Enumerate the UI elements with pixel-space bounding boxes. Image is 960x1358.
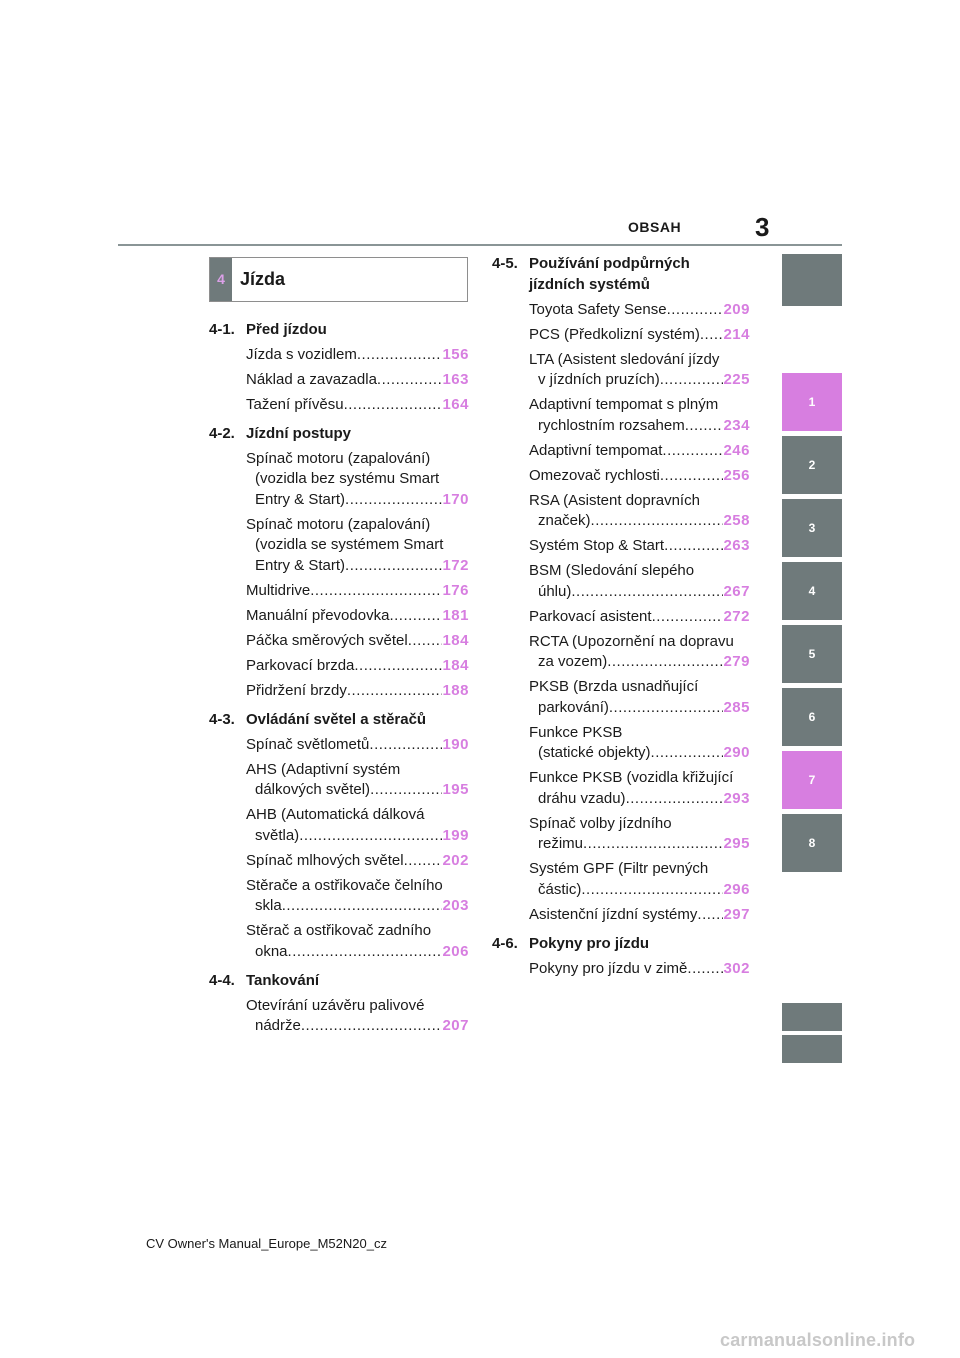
- section-heading: [209, 970, 319, 991]
- toc-entry-line: okna: [255, 942, 288, 960]
- page-link[interactable]: 172: [442, 556, 469, 574]
- toc-entry-line: Systém Stop & Start: [529, 537, 665, 554]
- toc-entry[interactable]: [529, 300, 750, 321]
- toc-entry[interactable]: [246, 876, 469, 917]
- toc-entry-line: Spínač mlhových světel: [246, 851, 404, 869]
- toc-entry-line: Spínač motoru (zapalování): [246, 449, 431, 467]
- dot-leader: [345, 490, 442, 511]
- toc-entry-line: Funkce PKSB: [529, 723, 623, 741]
- toc-entry-line: PKSB (Brzda usnadňující: [529, 678, 699, 695]
- page-link[interactable]: 188: [442, 681, 469, 699]
- toc-entry[interactable]: [246, 395, 469, 416]
- chapter-tab-blank[interactable]: [782, 254, 842, 306]
- dot-leader: [389, 606, 442, 627]
- toc-entry-row: [529, 743, 750, 764]
- section-title-line: jízdních systémů: [529, 276, 650, 293]
- page-link[interactable]: 258: [723, 512, 750, 529]
- page-link[interactable]: 209: [723, 300, 750, 318]
- chapter-tab-6[interactable]: 6: [782, 688, 842, 746]
- toc-entry[interactable]: [246, 851, 469, 872]
- toc-entry-line: režimu: [538, 835, 584, 852]
- toc-entry[interactable]: [529, 859, 750, 900]
- toc-entry-row: [529, 325, 750, 346]
- toc-entry-row: [246, 826, 469, 847]
- toc-entry[interactable]: [246, 921, 469, 962]
- toc-entry[interactable]: [529, 491, 750, 532]
- page-link[interactable]: 203: [442, 897, 469, 914]
- toc-entry-line: Manuální převodovka: [246, 606, 390, 624]
- chapter-tab-3[interactable]: 3: [782, 499, 842, 557]
- toc-entry-line: skla: [255, 897, 282, 914]
- chapter-tab-blank[interactable]: [782, 1035, 842, 1063]
- toc-entry[interactable]: [529, 466, 750, 487]
- toc-entry-line: Stěrač a ostřikovač zadního: [246, 922, 432, 939]
- toc-entry-line: (vozidla bez systému Smart: [255, 470, 440, 487]
- toc-entry[interactable]: [246, 656, 469, 677]
- toc-entry-row: [529, 441, 750, 462]
- toc-entry-row: [529, 300, 750, 321]
- toc-entry-line: rychlostním rozsahem: [538, 416, 685, 434]
- page-link[interactable]: 285: [723, 698, 750, 716]
- toc-entry-row: [246, 631, 469, 652]
- dot-leader: [652, 607, 724, 628]
- toc-entry-line: AHB (Automatická dálková: [246, 806, 425, 823]
- chapter-tab-5[interactable]: 5: [782, 625, 842, 683]
- toc-entry[interactable]: [529, 607, 750, 628]
- dot-leader: [404, 851, 443, 872]
- section-title-line: Ovládání světel a stěračů: [246, 711, 427, 728]
- chapter-tab-7[interactable]: 7: [782, 751, 842, 809]
- toc-entry-row: [529, 511, 750, 532]
- toc-entry-row: [246, 681, 469, 702]
- page-link[interactable]: 195: [442, 781, 469, 798]
- toc-entry-line: Multidrive: [246, 581, 311, 599]
- toc-entry-row: [529, 582, 750, 603]
- dot-leader: [685, 416, 724, 437]
- toc-entry-row: [246, 851, 469, 872]
- toc-entry-line: RCTA (Upozornění na dopravu: [529, 632, 734, 650]
- toc-entry-line: Přidržení brzdy: [246, 681, 347, 699]
- dot-leader: [667, 300, 724, 321]
- page-link[interactable]: 190: [442, 735, 469, 753]
- toc-entry[interactable]: [246, 996, 469, 1037]
- section-title: [529, 253, 690, 295]
- toc-entry-row: [529, 698, 750, 719]
- toc-entry-row: [246, 1016, 469, 1037]
- toc-entry-line: světla): [255, 826, 300, 844]
- toc-entry-row: [246, 395, 469, 416]
- toc-entry[interactable]: [246, 515, 469, 577]
- chapter-heading: [209, 257, 468, 302]
- chapter-number: 4: [210, 258, 232, 301]
- section-heading: [492, 253, 690, 295]
- toc-entry-row: [246, 490, 469, 511]
- toc-entry-line: Entry & Start): [255, 490, 346, 508]
- toc-entry-line: značek): [538, 512, 591, 529]
- dot-leader: [607, 652, 723, 673]
- dot-leader: [687, 959, 723, 980]
- page-link[interactable]: 246: [723, 441, 750, 459]
- toc-entry-line: Adaptivní tempomat s plným: [529, 396, 719, 413]
- toc-entry[interactable]: [246, 370, 469, 391]
- toc-entry-line: parkování): [538, 698, 609, 716]
- toc-entry-line: Systém GPF (Filtr pevných: [529, 860, 709, 877]
- toc-entry-row: [246, 780, 469, 801]
- toc-entry-row: [529, 959, 750, 980]
- dot-leader: [345, 556, 442, 577]
- dot-leader: [662, 441, 723, 462]
- dot-leader: [660, 466, 724, 487]
- section-title-line: Jízdní postupy: [246, 425, 351, 442]
- dot-leader: [626, 789, 724, 810]
- toc-entry-line: Spínač volby jízdního: [529, 814, 672, 832]
- chapter-tab-4[interactable]: 4: [782, 562, 842, 620]
- page-link[interactable]: 272: [723, 607, 750, 625]
- toc-entry[interactable]: [246, 760, 469, 801]
- dot-leader: [700, 325, 724, 346]
- toc-entry[interactable]: [529, 814, 750, 855]
- page-link[interactable]: 156: [442, 345, 469, 363]
- toc-entry-line: Spínač světlometů: [246, 735, 370, 753]
- section-heading: [209, 423, 351, 444]
- section-title: [246, 709, 426, 730]
- toc-entry-line: Parkovací asistent: [529, 607, 652, 625]
- toc-entry[interactable]: [246, 631, 469, 652]
- section-number: 4-2.: [209, 425, 235, 442]
- toc-entry-line: Spínač motoru (zapalování): [246, 515, 431, 533]
- section-heading: [492, 933, 649, 954]
- toc-entry-line: za vozem): [538, 653, 608, 670]
- footer-text: CV Owner's Manual_Europe_M52N20_cz: [146, 1236, 387, 1251]
- toc-entry-row: [529, 416, 750, 437]
- toc-entry-line: LTA (Asistent sledování jízdy: [529, 350, 720, 368]
- toc-entry-line: Omezovač rychlosti: [529, 466, 660, 484]
- dot-leader: [581, 880, 723, 901]
- toc-entry-row: [529, 880, 750, 901]
- toc-entry-line: úhlu): [538, 582, 572, 600]
- toc-entry[interactable]: [529, 768, 750, 809]
- toc-entry-line: Funkce PKSB (vozidla křižující: [529, 769, 734, 786]
- page-link[interactable]: 214: [723, 325, 750, 343]
- toc-entry[interactable]: [246, 581, 469, 602]
- page-link[interactable]: 296: [723, 880, 750, 898]
- dot-leader: [344, 395, 443, 416]
- toc-entry-line: Parkovací brzda: [246, 656, 355, 674]
- page-link[interactable]: 297: [723, 905, 750, 923]
- dot-leader: [664, 536, 723, 557]
- section-title: [246, 970, 319, 991]
- toc-entry-line: Tažení přívěsu: [246, 395, 344, 413]
- toc-entry-line: nádrže: [255, 1017, 301, 1034]
- toc-entry-line: Toyota Safety Sense: [529, 300, 667, 318]
- page-link[interactable]: 302: [723, 959, 750, 977]
- toc-entry-line: PCS (Předkolizní systém): [529, 325, 700, 343]
- dot-leader: [282, 896, 443, 917]
- toc-entry-row: [529, 466, 750, 487]
- dot-leader: [301, 1016, 443, 1037]
- toc-entry[interactable]: [529, 905, 750, 926]
- dot-leader: [660, 370, 724, 391]
- toc-entry-line: Stěrače a ostřikovače čelního: [246, 876, 443, 894]
- header-rule: [118, 244, 842, 246]
- toc-entry-line: Asistenční jízdní systémy: [529, 905, 698, 923]
- page-link[interactable]: 267: [723, 582, 750, 600]
- toc-entry-row: [246, 345, 469, 366]
- section-title: [246, 319, 327, 340]
- toc-entry[interactable]: [246, 735, 469, 756]
- toc-entry-line: Entry & Start): [255, 556, 346, 574]
- dot-leader: [583, 834, 723, 855]
- dot-leader: [651, 743, 724, 764]
- toc-entry[interactable]: [529, 959, 750, 980]
- page-link[interactable]: 295: [723, 835, 750, 852]
- toc-entry-row: [529, 905, 750, 926]
- section-title-line: Před jízdou: [246, 321, 327, 338]
- toc-entry-row: [529, 536, 750, 557]
- toc-entry[interactable]: [246, 805, 469, 846]
- toc-entry-line: RSA (Asistent dopravních: [529, 491, 700, 509]
- section-title: [246, 423, 351, 444]
- dot-leader: [310, 581, 442, 602]
- toc-entry-row: [246, 556, 469, 577]
- toc-entry-line: Adaptivní tempomat: [529, 441, 663, 459]
- toc-entry-row: [246, 606, 469, 627]
- section-heading: [209, 319, 327, 340]
- chapter-tab-1[interactable]: 1: [782, 373, 842, 431]
- toc-entry-line: (vozidla se systémem Smart: [255, 536, 444, 553]
- toc-entry-line: AHS (Adaptivní systém: [246, 760, 401, 778]
- page-link[interactable]: 176: [442, 581, 469, 599]
- dot-leader: [369, 735, 442, 756]
- dot-leader: [571, 582, 723, 603]
- toc-entry[interactable]: [529, 723, 750, 764]
- section-heading: [209, 709, 426, 730]
- page-link[interactable]: 199: [442, 826, 469, 844]
- toc-entry[interactable]: [529, 441, 750, 462]
- page-link[interactable]: 290: [723, 744, 750, 761]
- page-link[interactable]: 164: [442, 395, 469, 413]
- page-link[interactable]: 279: [723, 653, 750, 670]
- toc-entry-line: dráhu vzadu): [538, 789, 626, 807]
- page-link[interactable]: 163: [442, 370, 469, 388]
- page-link[interactable]: 263: [723, 537, 750, 554]
- toc-entry-row: [246, 735, 469, 756]
- toc-entry[interactable]: [529, 561, 750, 602]
- toc-entry-row: [246, 896, 469, 917]
- section-title-line: Pokyny pro jízdu: [529, 935, 650, 952]
- section-title-line: Používání podpůrných: [529, 255, 690, 272]
- page-link[interactable]: 207: [442, 1017, 469, 1034]
- page-link[interactable]: 181: [442, 606, 469, 624]
- toc-entry[interactable]: [246, 345, 469, 366]
- toc-entry-row: [529, 834, 750, 855]
- toc-entry-row: [246, 942, 469, 963]
- toc-entry[interactable]: [246, 449, 469, 511]
- toc-entry[interactable]: [529, 325, 750, 346]
- page-link[interactable]: 206: [442, 942, 469, 960]
- toc-entry-line: (statické objekty): [538, 744, 651, 761]
- toc-entry-line: Otevírání uzávěru palivové: [246, 996, 425, 1014]
- toc-entry[interactable]: [529, 677, 750, 718]
- toc-entry-row: [529, 607, 750, 628]
- watermark: carmanualsonline.info: [720, 1330, 916, 1350]
- dot-leader: [347, 681, 443, 702]
- section-title: [529, 933, 649, 954]
- toc-entry-row: [246, 370, 469, 391]
- toc-entry-row: [529, 652, 750, 673]
- page-link[interactable]: 202: [442, 851, 469, 869]
- toc-entry-line: v jízdních pruzích): [538, 371, 660, 388]
- toc-entry-line: Náklad a zavazadla: [246, 370, 377, 388]
- toc-entry-line: BSM (Sledování slepého: [529, 562, 695, 579]
- page-link[interactable]: 184: [442, 631, 469, 649]
- toc-entry-line: Páčka směrových světel: [246, 631, 408, 649]
- toc-entry-line: Jízda s vozidlem: [246, 345, 357, 363]
- toc-entry[interactable]: [529, 395, 750, 436]
- page-link[interactable]: 234: [723, 416, 750, 434]
- section-number: 4-1.: [209, 321, 235, 338]
- dot-leader: [408, 631, 443, 652]
- toc-entry-row: [529, 789, 750, 810]
- page-number: 3: [755, 212, 770, 242]
- page-link[interactable]: 170: [442, 490, 469, 508]
- dot-leader: [591, 511, 724, 532]
- toc-entry-line: Pokyny pro jízdu v zimě: [529, 959, 688, 977]
- toc-entry-row: [529, 370, 750, 391]
- dot-leader: [357, 345, 443, 366]
- toc-entry-row: [246, 581, 469, 602]
- section-number: 4-4.: [209, 972, 235, 989]
- chapter-title: Jízda: [240, 269, 286, 289]
- toc-entry[interactable]: [246, 606, 469, 627]
- page-link[interactable]: 256: [723, 466, 750, 484]
- dot-leader: [377, 370, 443, 391]
- toc-entry[interactable]: [529, 350, 750, 391]
- dot-leader: [354, 656, 442, 677]
- chapter-tab-8[interactable]: 8: [782, 814, 842, 872]
- toc-entry-line: dálkových světel): [255, 781, 371, 798]
- chapter-tab-2[interactable]: 2: [782, 436, 842, 494]
- section-number: 4-5.: [492, 255, 518, 272]
- dot-leader: [299, 826, 442, 847]
- toc-entry-row: [246, 656, 469, 677]
- dot-leader: [288, 942, 443, 963]
- page-link[interactable]: 225: [723, 371, 750, 388]
- section-number: 4-6.: [492, 935, 518, 952]
- toc-entry[interactable]: [529, 632, 750, 673]
- page-link[interactable]: 293: [723, 789, 750, 807]
- header-title: OBSAH: [628, 219, 682, 235]
- chapter-tab-blank[interactable]: [782, 1003, 842, 1031]
- page-link[interactable]: 184: [442, 656, 469, 674]
- toc-entry[interactable]: [246, 681, 469, 702]
- section-title-line: Tankování: [246, 972, 320, 989]
- section-number: 4-3.: [209, 711, 235, 728]
- dot-leader: [697, 905, 723, 926]
- toc-entry[interactable]: [529, 536, 750, 557]
- dot-leader: [370, 780, 442, 801]
- toc-entry-line: částic): [538, 880, 582, 898]
- dot-leader: [609, 698, 724, 719]
